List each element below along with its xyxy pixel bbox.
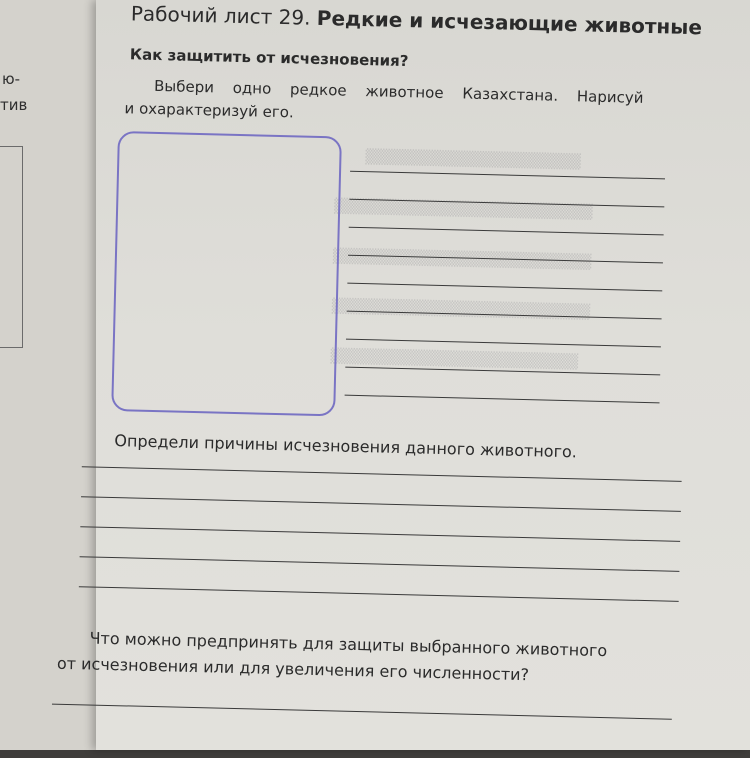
left-page-fragment: ю- [2,70,21,88]
answer-line[interactable] [350,171,665,180]
drawing-area[interactable] [111,131,342,416]
worksheet-subtitle: Как защитить от исчезновения? [129,45,409,71]
title-main: Редкие и исчезающие животные [316,5,703,40]
answer-line[interactable] [346,339,661,348]
bleed-through-text: ▒▒▒▒▒▒▒▒▒▒▒▒▒▒▒▒▒▒▒▒▒▒▒▒ [331,298,591,321]
bleed-through-text: ▒▒▒▒▒▒▒▒▒▒▒▒▒▒▒▒▒▒▒▒▒▒▒ [330,348,579,371]
answer-line[interactable] [81,496,681,512]
answer-line[interactable] [52,704,672,720]
answer-line[interactable] [80,526,680,542]
bleed-through-text: ▒▒▒▒▒▒▒▒▒▒▒▒▒▒▒▒▒▒▒▒ [365,149,581,171]
question-causes: Определи причины исчезновения данного животного. [114,431,578,462]
title-prefix: Рабочий лист 29. [130,1,311,30]
answer-line[interactable] [345,395,660,404]
bleed-through-text: ▒▒▒▒▒▒▒▒▒▒▒▒▒▒▒▒▒▒▒▒▒▒▒▒ [332,248,592,271]
left-page-fragment: тив [0,96,28,114]
answer-line[interactable] [79,586,679,602]
bleed-through-text: ▒▒▒▒▒▒▒▒▒▒▒▒▒▒▒▒▒▒▒▒▒▒▒▒ [334,198,593,221]
worksheet-title [131,1,703,39]
answer-line[interactable] [82,466,682,482]
instruction-line-1: Выбери одно редкое животное Казахстана. Нарисуй [153,76,644,107]
question-protection-line-2: от исчезновения или для увеличения его численности? [56,653,530,685]
question-protection-line-1: Что можно предпринять для защиты выбранного животного [89,628,608,661]
answer-line[interactable] [80,556,680,572]
instruction-line-2: и охарактеризуй его. [124,99,294,122]
answer-line[interactable] [347,283,662,292]
answer-line[interactable] [349,227,664,236]
